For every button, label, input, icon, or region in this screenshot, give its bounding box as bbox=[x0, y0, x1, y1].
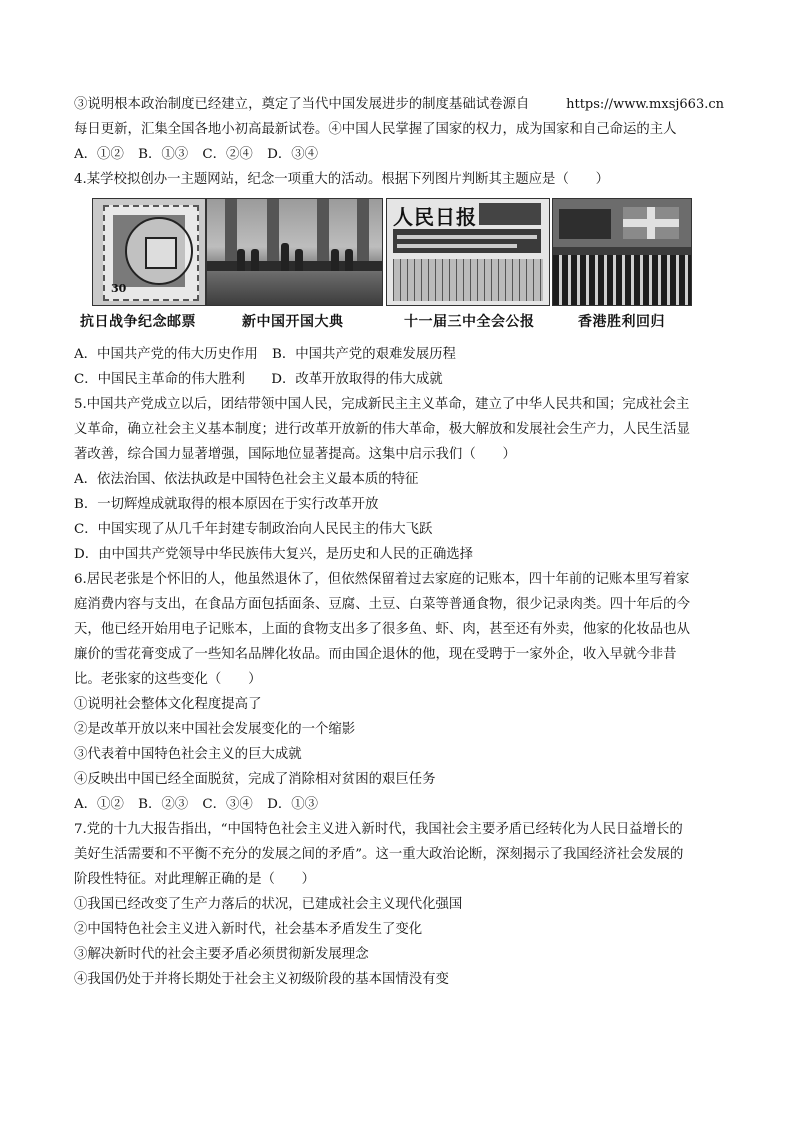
caption-ceremony: 新中国开国大典 bbox=[242, 314, 344, 330]
exam-page bbox=[74, 92, 724, 992]
caption-stamp: 抗日战争纪念邮票 bbox=[80, 314, 196, 330]
q4-options-row-1 bbox=[74, 342, 724, 367]
q6-stem-line-1: 6.居民老张是个怀旧的人，他虽然退休了，但依然保留着过去家庭的记账本，四十年前的记账本里写着家 bbox=[74, 572, 690, 587]
q5-option-a[interactable]: A．依法治国、依法执政是中国特色社会主义最本质的特征 bbox=[74, 472, 419, 487]
caption-hk: 香港胜利回归 bbox=[578, 314, 665, 330]
q5-stem-line-1: 5.中国共产党成立以后，团结带领中国人民，完成新民主主义革命，建立了中华人民共和国；完成社会主 bbox=[74, 397, 690, 412]
q3-statement-3: ③说明根本政治制度已经建立，奠定了当代中国发展进步的制度基础试卷源自 bbox=[74, 97, 530, 112]
q7-stem-line-2: 美好生活需要和不平衡不充分的发展之间的矛盾”。这一重大政治论断，深刻揭示了我国经济社会发展的 bbox=[74, 847, 684, 862]
q6-stem-line-2: 庭消费内容与支出，在食品方面包括面条、豆腐、土豆、白菜等普通食物，很少记录肉类。四十年后的今 bbox=[74, 597, 690, 612]
founding-ceremony-image bbox=[206, 198, 383, 306]
q3-statement-4: 每日更新，汇集全国各地小初高最新试卷。④中国人民掌握了国家的权力，成为国家和自己命运的主人 bbox=[74, 122, 677, 137]
q5-option-c[interactable]: C．中国实现了从几千年封建专制政治向人民民主的伟大飞跃 bbox=[74, 522, 433, 537]
q5-stem-line-2: 义革命，确立社会主义基本制度；进行改革开放新的伟大革命，极大解放和发展社会生产力，人民生活显 bbox=[74, 422, 690, 437]
q7-stem-line-1: 7.党的十九大报告指出，“中国特色社会主义进入新时代，我国社会主要矛盾已经转化为人民日益增长的 bbox=[74, 822, 683, 837]
q6-statement-4: ④反映出中国已经全面脱贫，完成了消除相对贫困的艰巨任务 bbox=[74, 772, 436, 787]
source-url[interactable]: https://www.mxsj663.cn bbox=[566, 97, 724, 112]
q6-option-c[interactable]: C．③④ bbox=[202, 797, 253, 812]
stamp-value: 30 bbox=[111, 282, 127, 295]
q6-options bbox=[74, 792, 724, 817]
q3-option-b[interactable]: B．①③ bbox=[138, 147, 189, 162]
hk-handover-image bbox=[552, 198, 692, 306]
q3-statement-3-line bbox=[74, 92, 724, 117]
union-flag-icon bbox=[623, 207, 679, 239]
q4-option-c[interactable]: C．中国民主革命的伟大胜利 bbox=[74, 372, 245, 387]
q4-options-row-2 bbox=[74, 367, 724, 392]
q5-option-b[interactable]: B．一切辉煌成就取得的根本原因在于实行改革开放 bbox=[74, 497, 379, 512]
stamp-image bbox=[92, 198, 206, 306]
newspaper-image bbox=[386, 198, 550, 306]
q6-stem-line-3: 天，他已经开始用电子记账本，上面的食物支出多了很多鱼、虾、肉，甚至还有外卖，他家的化妆品也从 bbox=[74, 622, 690, 637]
q7-statement-2: ②中国特色社会主义进入新时代，社会基本矛盾发生了变化 bbox=[74, 922, 423, 937]
q3-option-d[interactable]: D．③④ bbox=[267, 147, 318, 162]
q6-stem-line-5: 比。老张家的这些变化（ ） bbox=[74, 672, 262, 687]
q7-statement-3: ③解决新时代的社会主要矛盾必须贯彻新发展理念 bbox=[74, 947, 369, 962]
q3-options bbox=[74, 142, 724, 167]
q3-option-a[interactable]: A．①② bbox=[74, 147, 124, 162]
q5-option-d[interactable]: D．由中国共产党领导中华民族伟大复兴，是历史和人民的正确选择 bbox=[74, 547, 474, 562]
q6-stem-line-4: 廉价的雪花膏变成了一些知名品牌化妆品。而由国企退休的他，现在受聘于一家外企，收入早就今非昔 bbox=[74, 647, 677, 662]
q4-option-a[interactable]: A．中国共产党的伟大历史作用 bbox=[74, 347, 258, 362]
q6-option-a[interactable]: A．①② bbox=[74, 797, 124, 812]
q4-stem: 4.某学校拟创办一主题网站，纪念一项重大的活动。根据下列图片判断其主题应是（ ） bbox=[74, 172, 610, 187]
q3-option-c[interactable]: C．②④ bbox=[202, 147, 253, 162]
q5-stem-line-3: 著改善，综合国力显著增强，国际地位显著提高。这集中启示我们（ ） bbox=[74, 447, 516, 462]
q7-statement-1: ①我国已经改变了生产力落后的状况，已建成社会主义现代化强国 bbox=[74, 897, 463, 912]
q7-stem-line-3: 阶段性特征。对此理解正确的是（ ） bbox=[74, 872, 316, 887]
caption-communique: 十一届三中全会公报 bbox=[404, 314, 535, 330]
q4-option-d[interactable]: D．改革开放取得的伟大成就 bbox=[271, 372, 443, 387]
q6-option-d[interactable]: D．①③ bbox=[267, 797, 318, 812]
q4-option-b[interactable]: B．中国共产党的艰难发展历程 bbox=[272, 347, 456, 362]
q7-statement-4: ④我国仍处于并将长期处于社会主义初级阶段的基本国情没有变 bbox=[74, 972, 449, 987]
newspaper-title: 人民日报 bbox=[393, 205, 477, 229]
q6-option-b[interactable]: B．②③ bbox=[138, 797, 189, 812]
postmark-seal bbox=[125, 217, 193, 285]
q6-statement-3: ③代表着中国特色社会主义的巨大成就 bbox=[74, 747, 302, 762]
flag-icon bbox=[559, 209, 611, 239]
q4-image-strip bbox=[74, 198, 724, 340]
q6-statement-1: ①说明社会整体文化程度提高了 bbox=[74, 697, 262, 712]
q6-statement-2: ②是改革开放以来中国社会发展变化的一个缩影 bbox=[74, 722, 356, 737]
